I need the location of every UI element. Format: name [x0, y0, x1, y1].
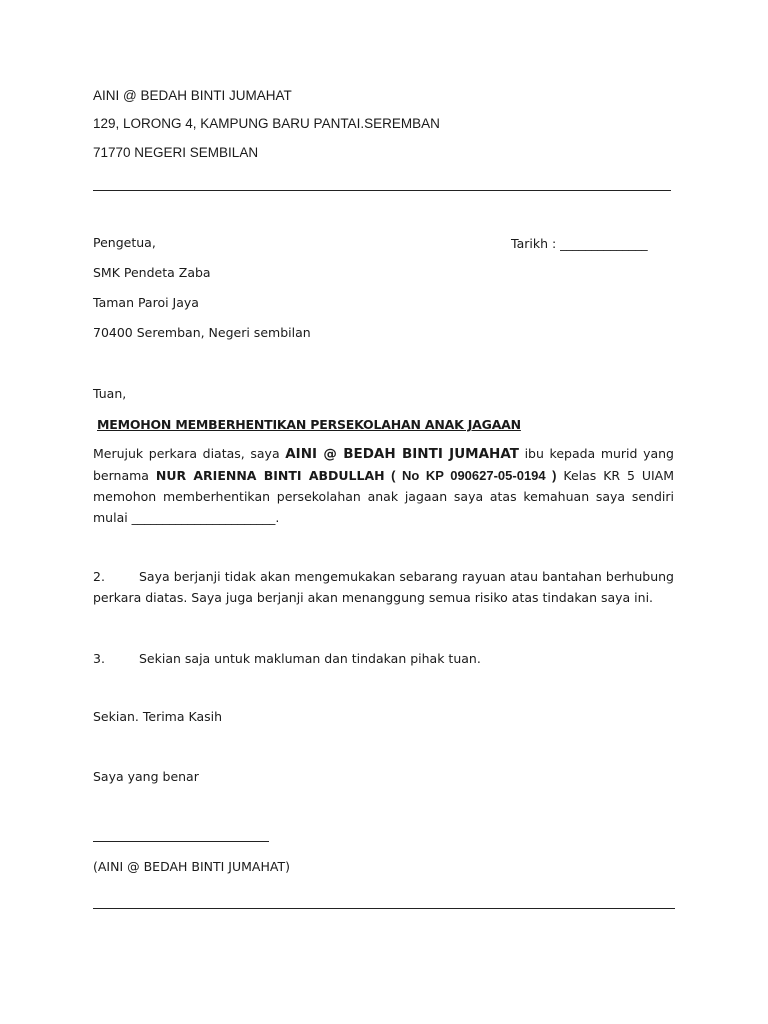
paragraph-3-text: Sekian saja untuk makluman dan tindakan pihak tuan.: [139, 651, 481, 666]
signatory-name: (AINI @ BEDAH BINTI JUMAHAT): [93, 859, 290, 874]
paragraph-3-number: 3.: [93, 651, 105, 666]
footer-divider: [93, 908, 675, 909]
paragraph-1-rest: Kelas KR 5 UIAM memohon memberhentikan persekolahan anak jagaan saya atas kemahuan saya sendiri mulai _______________________.: [93, 468, 674, 525]
signature-line: [93, 841, 269, 842]
paragraph-2: [93, 566, 674, 608]
date-field-label: Tarikh : ______________: [511, 236, 648, 251]
sign-off: Saya yang benar: [93, 769, 199, 784]
paragraph-2-text: Saya berjanji tidak akan mengemukakan sebarang rayuan atau bantahan berhubung perkara diatas. Saya juga berjanji akan menanggung semua risiko atas tindakan saya ini.: [93, 569, 674, 605]
sender-address-line2: 71770 NEGERI SEMBILAN: [93, 145, 259, 160]
paragraph-1-intro: Merujuk perkara diatas, saya: [93, 446, 286, 461]
paragraph-3: [93, 648, 674, 669]
letter-subject: MEMOHON MEMBERHENTIKAN PERSEKOLAHAN ANAK JAGAAN: [97, 417, 521, 432]
sender-name: AINI @ BEDAH BINTI JUMAHAT: [93, 88, 292, 103]
student-name: NUR ARIENNA BINTI ABDULLAH: [155, 468, 385, 483]
closing-remark: Sekian. Terima Kasih: [93, 709, 223, 724]
paragraph-1-mid: ibu kepada murid yang bernama: [93, 446, 674, 483]
recipient-school: SMK Pendeta Zaba: [93, 265, 211, 280]
student-kp-number: ( No KP 090627-05-0194 ): [384, 468, 557, 483]
parent-name: AINI @ BEDAH BINTI JUMAHAT: [285, 446, 519, 462]
recipient-city: 70400 Seremban, Negeri sembilan: [93, 325, 311, 340]
header-divider: [93, 190, 671, 191]
paragraph-1: [93, 443, 674, 528]
sender-address-line1: 129, LORONG 4, KAMPUNG BARU PANTAI.SEREMBAN: [93, 116, 440, 131]
salutation: Tuan,: [93, 386, 127, 401]
paragraph-2-number: 2.: [93, 569, 105, 584]
recipient-street: Taman Paroi Jaya: [93, 295, 199, 310]
recipient-title: Pengetua,: [93, 235, 156, 250]
